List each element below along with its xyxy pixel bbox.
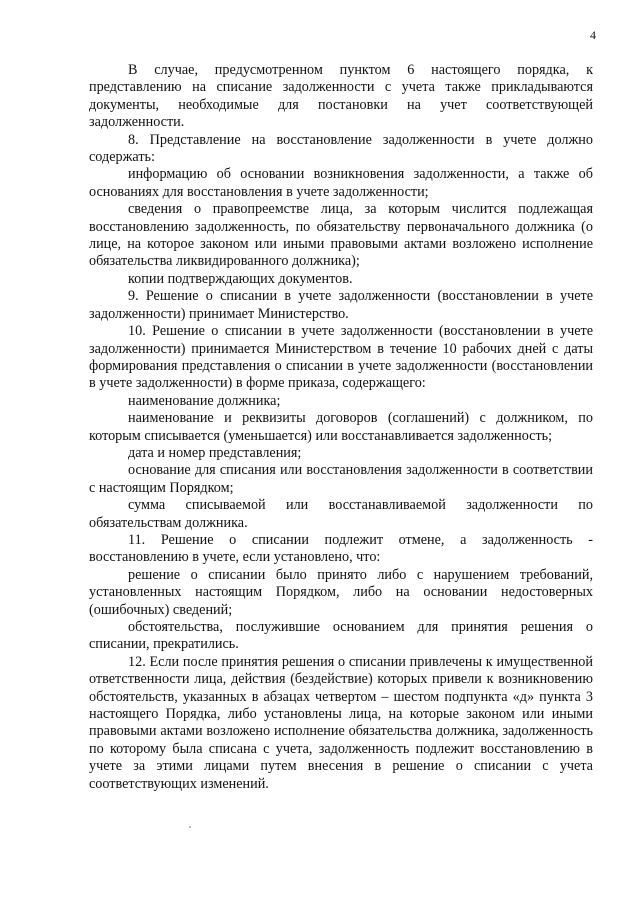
- paragraph-7-attachments: В случае, предусмотренном пунктом 6 настоящего порядка, к представлению на списание задолженности с учета также прикладываются документы, необходимые для постановки на учет соответствующей задолженности.: [89, 62, 593, 131]
- paragraph-10: 10. Решение о списании в учете задолженности (восстановлении в учете задолженности) принимается Министерством в течение 10 рабочих дней с даты формирования представления о списании в учете задолженности (восстановлении в учете задолженности) в форме приказа, содержащего:: [89, 323, 593, 392]
- paragraph-10-item-date-number: дата и номер представления;: [128, 444, 302, 461]
- paragraph-11-item-violation: решение о списании было принято либо с нарушением требований, установленных настоящим Порядком, либо на основании недостоверных (ошибочных) сведений;: [89, 566, 593, 618]
- paragraph-10-item-amount: сумма списываемой или восстанавливаемой задолженности по обязательствам должника.: [89, 497, 593, 531]
- paragraph-12: 12. Если после принятия решения о списании привлечены к имущественной ответственности лица, действия (бездействие) которых привели к возникновению обстоятельств, указанных в абзацах четвертом – шестом подпункта «д» пункта 3 настоящего Порядка, либо установлены лица, на которые законом или иными правовыми актами возложено исполнение обязательства должника, задолженность по которому была списана с учета, задолженность подлежит восстановлению в учете за этими лицами путем внесения в решение о списании с учета соответствующих изменений.: [89, 653, 593, 792]
- paragraph-10-item-basis: основание для списания или восстановления задолженности в соответствии с настоящим Порядком;: [89, 462, 593, 496]
- paragraph-11-item-ceased: обстоятельства, послужившие основанием для принятия решения о списании, прекратились.: [89, 619, 593, 653]
- paragraph-8-heading: 8. Представление на восстановление задолженности в учете должно содержать:: [89, 131, 593, 166]
- paragraph-11: 11. Решение о списании подлежит отмене, а задолженность - восстановлению в учете, если установлено, что:: [89, 531, 593, 566]
- paragraph-8-item-grounds: информацию об основании возникновения задолженности, а также об основаниях для восстановления в учете задолженности;: [89, 166, 593, 200]
- paragraph-8-item-copies: копии подтверждающих документов.: [128, 270, 353, 287]
- paragraph-10-item-contracts: наименование и реквизиты договоров (соглашений) с должником, по которым списывается (уменьшается) или восстанавливается задолженность;: [89, 410, 593, 444]
- page-number: 4: [590, 28, 596, 42]
- document-body: [89, 62, 593, 793]
- paragraph-8-item-succession: сведения о правопреемстве лица, за которым числится подлежащая восстановлению задолженность, по обязательству первоначального должника (о лице, на которое законом или иными правовыми актами возложено исполнение обязательства ликвидированного должника);: [89, 201, 593, 270]
- scan-speck: [189, 826, 191, 828]
- paragraph-9: 9. Решение о списании в учете задолженности (восстановлении в учете задолженности) принимает Министерство.: [89, 288, 593, 322]
- paragraph-10-item-debtor-name: наименование должника;: [128, 392, 281, 409]
